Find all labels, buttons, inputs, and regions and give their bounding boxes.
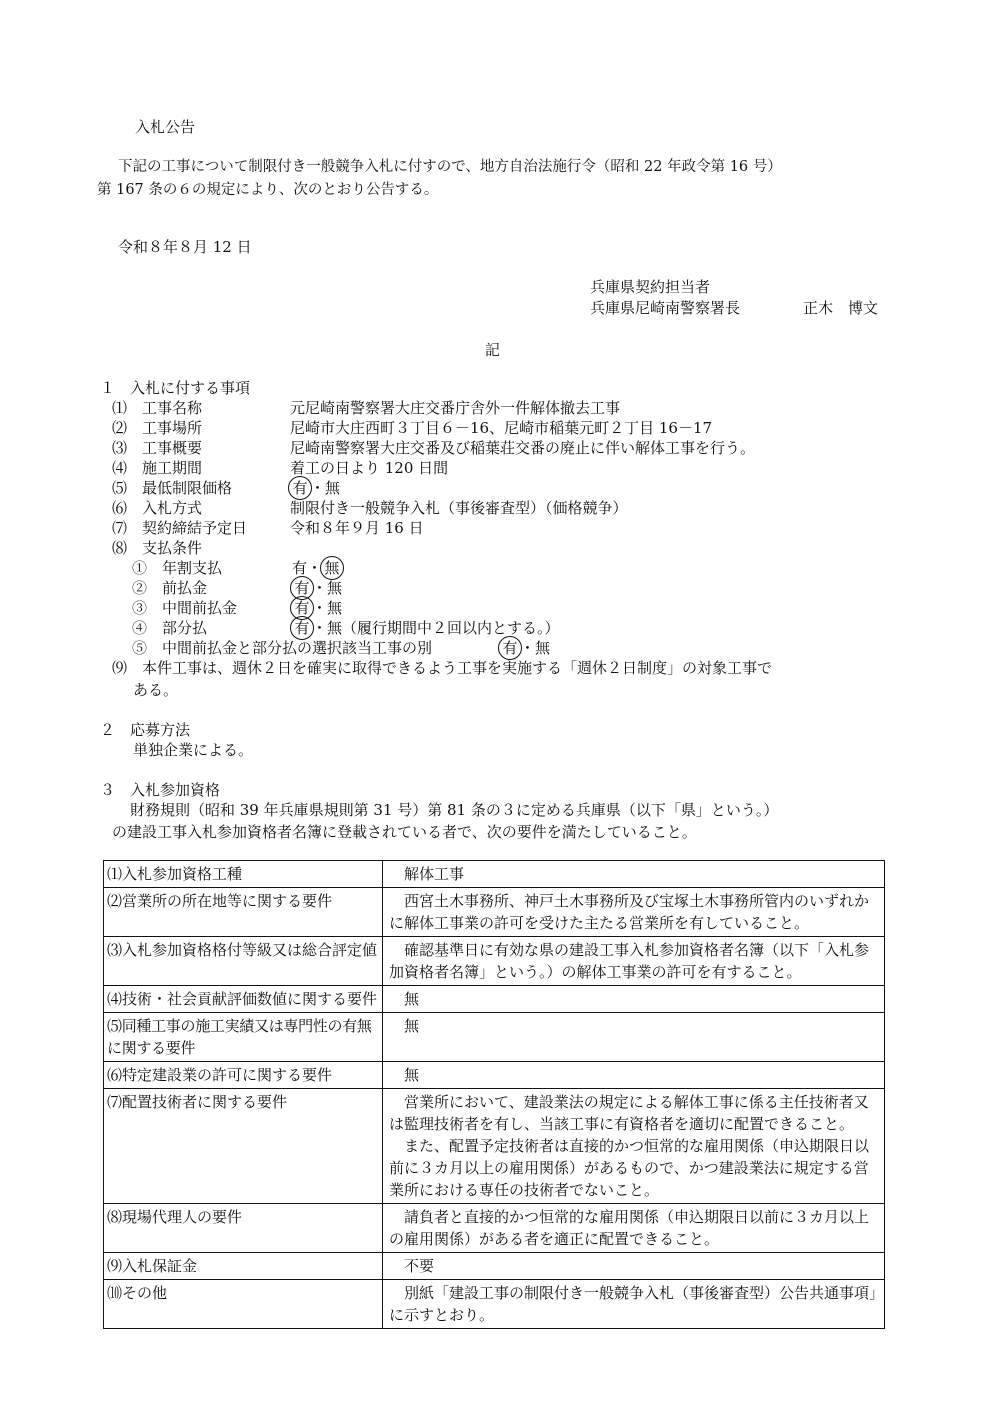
item9-line-1: ⑼ 本件工事は、週休２日を確実に取得できるよう工事を実施する「週休２日制度」の対象工事で [112,659,773,677]
requirement-value [383,1280,885,1329]
payment-choice [292,619,560,637]
min-price-yes: 有 [288,476,312,500]
payment-label: ④ 部分払 [132,619,208,637]
requirement-paragraph: また、配置予定技術者は直接的かつ恒常的な雇用関係（申込期限日以前に３カ月以上の雇用関係）があるもので、かつ建設業法に規定する営業所における専任の技術者でないこと。 [389,1137,870,1199]
section1-heading: １ 入札に付する事項 [100,379,251,397]
table-row [104,1089,885,1204]
payment-value [292,618,560,638]
section1-item-label: ⑶ 工事概要 [112,439,203,457]
requirement-name: ⑸同種工事の施工実績又は専門性の有無に関する要件 [104,1013,383,1062]
section1-item-value [290,478,340,498]
payment-value [292,578,342,598]
section1-item-label: ⑴ 工事名称 [112,399,203,417]
requirement-value [383,1013,885,1062]
payment-choice [500,639,550,657]
payment-label: ① 年割支払 [132,559,223,577]
requirement-paragraph: 請負者と直接的かつ恒常的な雇用関係（申込期限日以前に３カ月以上の雇用関係）がある者を適正に配置できること。 [389,1208,870,1248]
table-row [104,1280,885,1329]
table-row [104,1204,885,1253]
section3-body-line-1: 財務規則（昭和 39 年兵庫県規則第 31 号）第 81 条の３に定める兵庫県（以下「県」という。） [130,801,779,819]
payment-choice [292,579,342,597]
intro-line-1: 下記の工事について制限付き一般競争入札に付すので、地方自治法施行令（昭和 22 年政令第 16 号） [118,159,782,175]
section1-item-value: 元尼崎南警察署大庄交番庁舎外一件解体撤去工事 [290,399,621,417]
requirement-name: ⑺配置技術者に関する要件 [104,1089,383,1204]
section1-item-label: ⑷ 施工期間 [112,459,203,477]
requirement-paragraph: 確認基準日に有効な県の建設工事入札参加資格者名簿（以下「入札参加資格者名簿」という。）の解体工事業の許可を有すること。 [389,941,870,981]
table-row [104,888,885,937]
issuer-office: 兵庫県尼崎南警察署長 [590,299,741,317]
table-row [104,1013,885,1062]
requirement-name: ⑹特定建設業の許可に関する要件 [104,1062,383,1089]
min-price-no: 無 [325,479,341,497]
requirement-paragraph: 解体工事 [389,865,465,883]
payment-label: ③ 中間前払金 [132,599,238,617]
payment-yes: 有 [290,616,314,640]
section1-item-label: ⑺ 契約締結予定日 [112,519,248,537]
ki-heading: 記 [485,341,501,359]
requirement-paragraph: 西宮土木事務所、神戸土木事務所及び宝塚土木事務所管内のいずれかに解体工事業の許可を受けた主たる営業所を有していること。 [389,892,870,932]
requirement-value [383,888,885,937]
intro-line-2: 第 167 条の６の規定により、次のとおり公告する。 [97,182,439,198]
payment-no: 無 [327,599,343,617]
requirement-value [383,1089,885,1204]
requirement-paragraph: 不要 [389,1257,435,1275]
requirement-value [383,937,885,986]
requirement-value [383,1253,885,1280]
requirement-paragraph: 営業所において、建設業法の規定による解体工事に係る主任技術者又は監理技術者を有し、当該工事に有資格者を適切に配置できること。 [389,1093,869,1133]
requirement-value [383,1204,885,1253]
payment-sep: ・ [307,559,323,577]
requirement-value [383,1062,885,1089]
payment-yes: 有 [290,576,314,600]
table-row [104,937,885,986]
notice-date: 令和８年８月 12 日 [118,238,252,256]
payment-yes: 有 [292,559,308,577]
payment-no: 無 [535,639,551,657]
payment-value [292,598,342,618]
issuer-title: 兵庫県契約担当者 [590,278,711,296]
payment-value [292,558,342,578]
payment-sep: ・ [312,599,328,617]
section1-item-label: ⑻ 支払条件 [112,539,203,557]
requirement-name: ⑷技術・社会貢献評価数値に関する要件 [104,986,383,1013]
payment-no: 無 [327,619,343,637]
section1-item-value: 尼崎市大庄西町３丁目６－16、尼崎市稲葉元町２丁目 16－17 [290,419,713,437]
section1-item-label: ⑸ 最低制限価格 [112,479,233,497]
table-row [104,1253,885,1280]
payment-label: ② 前払金 [132,579,208,597]
requirement-name: ⑴入札参加資格工種 [104,861,383,888]
requirement-paragraph: 別紙「建設工事の制限付き一般競争入札（事後審査型）公告共通事項」に示すとおり。 [389,1284,877,1324]
requirement-name: ⑻現場代理人の要件 [104,1204,383,1253]
payment-label: ⑤ 中間前払金と部分払の選択該当工事の別 [132,639,433,657]
requirement-value [383,986,885,1013]
min-price-choice [290,479,340,497]
requirement-paragraph: 無 [389,1017,420,1035]
payment-value [500,638,550,658]
section2-heading: ２ 応募方法 [100,721,191,739]
requirement-paragraph: 無 [389,1066,420,1084]
payment-yes: 有 [290,596,314,620]
payment-choice [292,559,342,577]
section1-item-value: 令和８年９月 16 日 [290,519,424,537]
requirement-name: ⑵営業所の所在地等に関する要件 [104,888,383,937]
item9-line-2: ある。 [133,681,179,699]
section1-item-label: ⑹ 入札方式 [112,499,203,517]
payment-sep: ・ [312,619,328,637]
payment-sep: ・ [312,579,328,597]
payment-sep: ・ [520,639,536,657]
section3-heading: ３ 入札参加資格 [100,781,221,799]
requirement-paragraph: 無 [389,990,420,1008]
table-row [104,1062,885,1089]
payment-choice [292,599,342,617]
section3-body-line-2: の建設工事入札参加資格者名簿に登載されている者で、次の要件を満たしていること。 [112,823,697,841]
issuer-name: 正木 博文 [803,299,879,317]
payment-no: 無 [327,579,343,597]
section2-body: 単独企業による。 [133,741,254,759]
requirement-value [383,861,885,888]
requirement-name: ⑶入札参加資格格付等級又は総合評定値 [104,937,383,986]
payment-no: 無 [320,556,344,580]
section1-item-value: 尼崎南警察署大庄交番及び稲葉荘交番の廃止に伴い解体工事を行う。 [290,439,756,457]
requirement-name: ⑽その他 [104,1280,383,1329]
section1-item-value: 着工の日より 120 日間 [290,459,449,477]
table-row [104,861,885,888]
section1-item-label: ⑵ 工事場所 [112,419,203,437]
min-price-sep: ・ [310,479,326,497]
payment-yes: 有 [498,636,522,660]
section1-item-value: 制限付き一般競争入札（事後審査型）（価格競争） [290,499,628,517]
table-row [104,986,885,1013]
payment-note: （履行期間中２回以内とする。） [342,619,560,637]
requirement-name: ⑼入札保証金 [104,1253,383,1280]
document-title: 入札公告 [135,118,196,136]
requirements-table [103,860,885,1329]
